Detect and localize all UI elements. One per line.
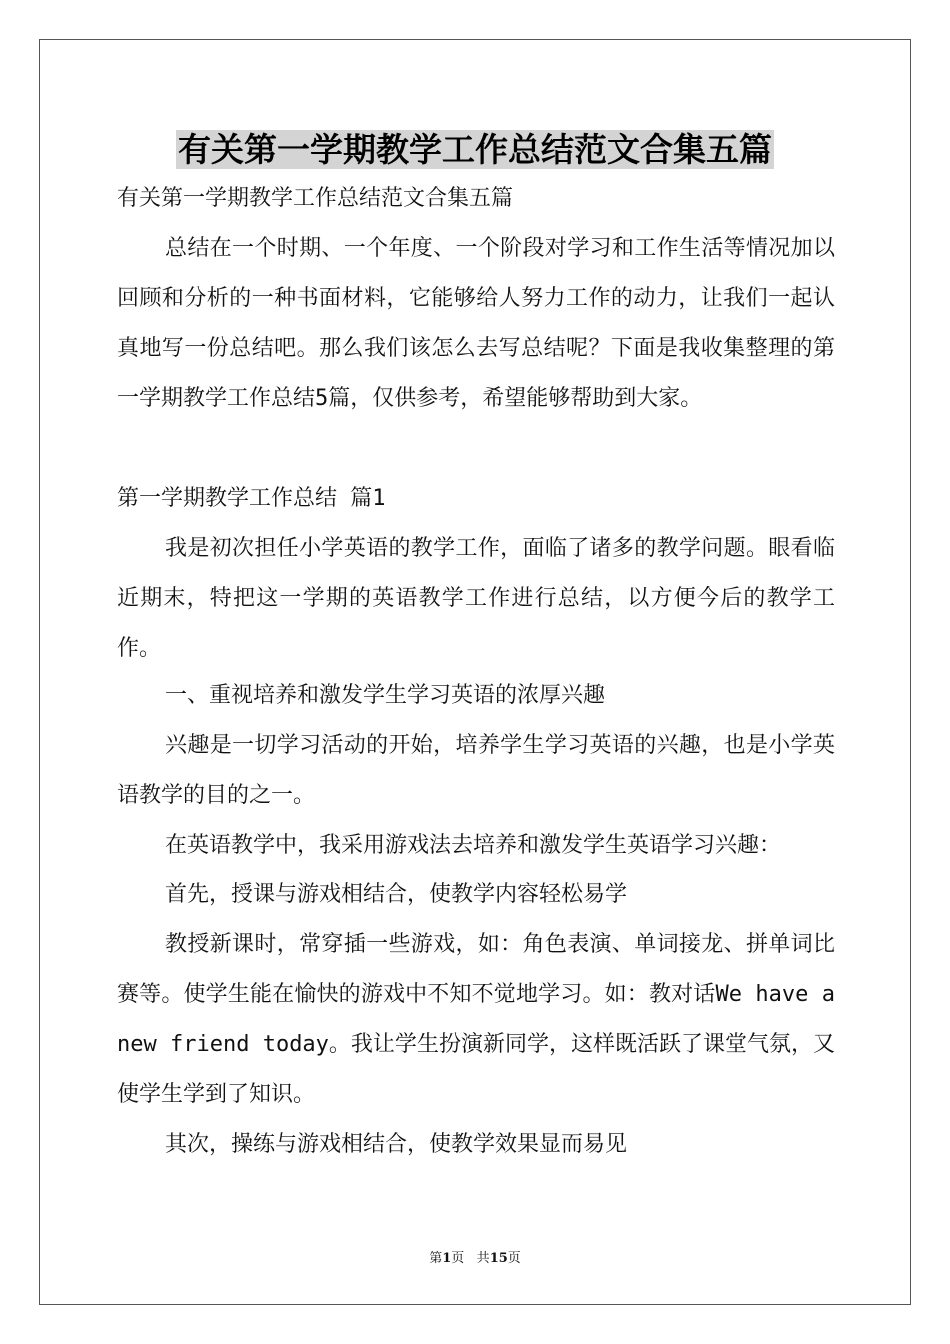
footer-page-prefix: 第 [429,1251,443,1266]
paragraph-4: 在英语教学中，我采用游戏法去培养和激发学生英语学习兴趣： [165,833,782,858]
footer-total-prefix: 共 [476,1251,490,1266]
document-subtitle: 有关第一学期教学工作总结范文合集五篇 [117,186,514,211]
paragraph-7: 其次，操练与游戏相结合，使教学效果显而易见 [165,1132,628,1157]
footer-page-suffix: 页 [451,1251,465,1266]
document-title [0,126,950,174]
page-footer [0,1247,950,1266]
footer-total-suffix: 页 [507,1251,521,1266]
intro-paragraph: 总结在一个时期、一个年度、一个阶段对学习和工作生活等情况加以回顾和分析的一种书面材料，它能够给人努力工作的动力，让我们一起认真地写一份总结吧。那么我们该怎么去写总结呢？下面是我收集整理的第一学期教学工作总结5篇，仅供参考，希望能够帮助到大家。 [117,236,835,411]
document-title-text: 有关第一学期教学工作总结范文合集五篇 [178,130,772,169]
paragraph-6: 教授新课时，常穿插一些游戏，如：角色表演、单词接龙、拼单词比赛等。使学生能在愉快的游戏中不知不觉地学习。如：教对话We have a new friend today。我让学生扮演新同学，这样既活跃了课堂气氛，又使学生学到了知识。 [117,932,835,1107]
footer-page-number: 1 [442,1251,452,1266]
footer-total-pages: 15 [489,1251,508,1266]
paragraph-3: 兴趣是一切学习活动的开始，培养学生学习英语的兴趣，也是小学英语教学的目的之一。 [117,733,835,808]
paragraph-5: 首先，授课与游戏相结合，使教学内容轻松易学 [165,882,628,907]
section-heading: 第一学期教学工作总结 篇1 [117,486,386,511]
paragraph-1: 我是初次担任小学英语的教学工作，面临了诸多的教学问题。眼看临近期末，特把这一学期的英语教学工作进行总结，以方便今后的教学工作。 [117,536,835,661]
paragraph-2: 一、重视培养和激发学生学习英语的浓厚兴趣 [165,683,606,708]
